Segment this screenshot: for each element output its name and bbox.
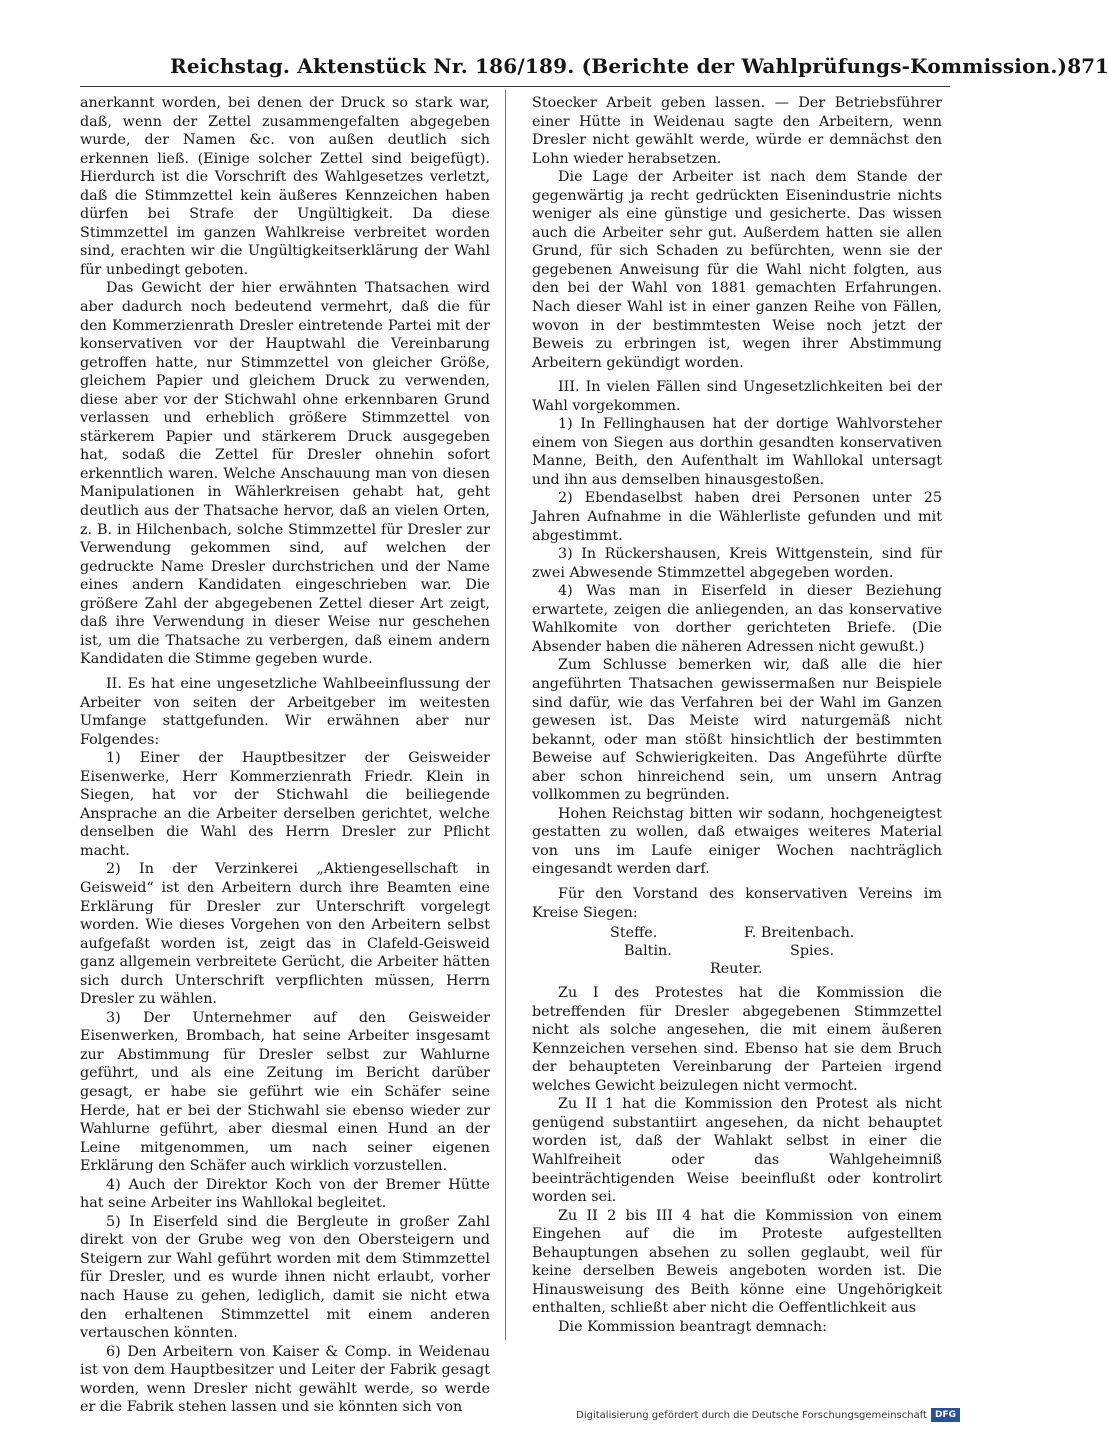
paragraph: Die Kommission beantragt demnach: xyxy=(558,1318,827,1335)
page-footer xyxy=(576,1408,960,1422)
page-header xyxy=(170,54,1109,84)
signature-intro: Für den Vorstand des konservativen Vereins im Kreise Siegen: xyxy=(532,885,942,921)
section-heading-ii: II. Es hat eine ungesetzliche Wahlbeeinflussung der Arbeiter von seiten der Arbeitgeber im weitesten Umfange stattgefunden. Wir erwähnen aber nur Folgendes: xyxy=(80,675,490,748)
signature-block xyxy=(532,922,942,978)
signatory-name: Reuter. xyxy=(710,961,763,978)
dfg-logo: DFG xyxy=(931,1408,960,1422)
signatory-name: Spies. xyxy=(790,943,835,960)
list-item: 4) Was man in Eiserfeld in dieser Beziehung erwartete, zeigen die anliegenden, an das konservative Wahlkomite von dorther gerichteten Briefe. (Die Absender haben die näheren Adressen nicht gewußt.) xyxy=(532,583,942,655)
signatory-name: Steffe. xyxy=(610,925,658,942)
paragraph: Die Lage der Arbeiter ist nach dem Stande der gegenwärtig ja recht gedrückten Eisenindustrie nichts weniger als eine günstige und gesicherte. Das wissen auch die Arbeiter sehr gut. Außerdem hatten sie allen Grund, für sich Schaden zu befürchten, wenn sie der gegebenen Anweisung für die Wahl nicht folgten, aus den bei der Wahl von 1881 gemachten Erfahrungen. Nach dieser Wahl ist in einer ganzen Reihe von Fällen, wovon in der bestimmtesten Weise noch jetzt der Beweis zu erbringen ist, wegen ihrer Abstimmung Arbeitern gekündigt worden. xyxy=(532,169,942,371)
paragraph: Hohen Reichstag bitten wir sodann, hochgeneigtest gestatten zu wollen, daß etwaiges weiteres Material von uns im Laufe einiger Wochen nachträglich eingesandt werden darf. xyxy=(532,805,942,878)
list-item: 1) Einer der Hauptbesitzer der Geisweider Eisenwerke, Herr Kommerzienrath Friedr. Klein in Siegen, hat vor der Stichwahl die beiliegende Ansprache an die Arbeiter derselben gerichtet, welche denselben die Wahl des Herrn Dresler zur Pflicht macht. xyxy=(80,750,490,859)
page-number: 871 xyxy=(1067,54,1109,78)
list-item: 6) Den Arbeitern von Kaiser & Comp. in Weidenau ist von dem Hauptbesitzer und Leiter der Fabrik gesagt worden, wenn Dresler nicht gewählt werde, so werde er die Fabrik stehen lassen und sie könnten sich von xyxy=(80,1343,490,1416)
paragraph: anerkannt worden, bei denen der Druck so stark war, daß, wenn der Zettel zusammengefalten abgegeben wurde, der Namen &c. von außen deutlich sich erkennen ließ. (Einige solcher Zettel sind beigefügt). Hierdurch ist die Vorschrift des Wahlgesetzes verletzt, daß die Stimmzettel kein äußeres Kennzeichen haben dürfen bei Strafe der Ungültigkeit. Da diese Stimmzettel im ganzen Wahlkreise verbreitet worden sind, erachten wir die Ungültigkeitserklärung der Wahl für unbedingt geboten. xyxy=(80,95,490,278)
list-item: 2) In der Verzinkerei „Aktiengesellschaft in Geisweid“ ist den Arbeitern durch ihre Beamten eine Erklärung für Dresler zur Unterschrift vorgelegt worden. Wie dieses Vorgehen von den Arbeitern selbst aufgefaßt worden ist, zeigt das in Clafeld-Geisweid ganz allgemein verbreitete Gerücht, die Arbeiter hätten sich durch Unterschrift verpflichten müssen, Herrn Dresler zu wählen. xyxy=(80,861,490,1008)
column-divider xyxy=(505,90,506,1340)
list-item: 5) In Eiserfeld sind die Bergleute in großer Zahl direkt von der Grube weg von den Obersteigern und Steigern zur Wahl geführt worden mit dem Stimmzettel für Dresler, und es wurde ihnen nicht erlaubt, vorher nach Hause zu gehen, lediglich, damit sie nicht etwa den erhaltenen Stimmzettel mit einem anderen vertauschen könnten. xyxy=(80,1213,490,1342)
signatory-name: F. Breitenbach. xyxy=(744,925,855,942)
list-item: 3) In Rückershausen, Kreis Wittgenstein, sind für zwei Abwesende Stimmzettel abgegeben worden. xyxy=(532,546,942,581)
funding-credit: Digitalisierung gefördert durch die Deutsche Forschungsgemeinschaft xyxy=(576,1409,927,1421)
signatory-name: Baltin. xyxy=(624,943,672,960)
paragraph: Zum Schlusse bemerken wir, daß alle die hier angeführten Thatsachen gewissermaßen nur Beispiele sind dafür, wie das Verfahren bei der Wahl im Ganzen gewesen ist. Das Meiste wird naturgemäß nicht bekannt, oder man stößt hinsichtlich der bestimmten Beweise auf Schwierigkeiten. Das Angeführte dürfte aber schon hinreichend sein, um unsern Antrag vollkommen zu begründen. xyxy=(532,657,942,804)
running-head: Reichstag. Aktenstück Nr. 186/189. (Berichte der Wahlprüfungs-Kommission.) xyxy=(170,54,1068,78)
paragraph: Zu II 2 bis III 4 hat die Kommission von einem Eingehen auf die im Proteste aufgestellten Behauptungen absehen zu sollen geglaubt, weil für keine derselben Beweis angeboten worden ist. Die Hinausweisung des Beith könne eine Ungehörigkeit enthalten, schließt aber nicht die Oeffentlichkeit aus xyxy=(532,1207,942,1317)
right-column xyxy=(532,94,942,1344)
list-item: 1) In Fellinghausen hat der dortige Wahlvorsteher einem von Siegen aus dorthin gesandten konservativen Manne, Beith, den Aufenthalt im Wahllokal untersagt und ihn aus demselben hinausgestoßen. xyxy=(532,416,942,488)
section-heading-iii: III. In vielen Fällen sind Ungesetzlichkeiten bei der Wahl vorgekommen. xyxy=(532,379,942,414)
paragraph: Zu I des Protestes hat die Kommission die betreffenden für Dresler abgegebenen Stimmzettel nicht als solche angesehen, die mit einem äußeren Kennzeichen versehen sind. Ebenso hat sie dem Bruch der behaupteten Vereinbarung der Parteien irgend welches Gewicht beizulegen nicht vermocht. xyxy=(532,985,942,1094)
paragraph: Zu II 1 hat die Kommission den Protest als nicht genügend substantiirt angesehen, da nicht behauptet worden ist, daß der Wahlakt selbst in einer die Wahlfreiheit oder das Wahlgeheimniß beeinträchtigenden Weise beeinflußt oder kontrolirt worden sei. xyxy=(532,1096,942,1206)
list-item: 2) Ebendaselbst haben drei Personen unter 25 Jahren Aufnahme in die Wählerliste gefunden und mit abgestimmt. xyxy=(532,490,942,544)
header-rule xyxy=(80,86,950,87)
paragraph: Das Gewicht der hier erwähnten Thatsachen wird aber dadurch noch bedeutend vermehrt, daß die für den Kommerzienrath Dresler eintretende Partei mit der konservativen vor der Hauptwahl die Vereinbarung getroffen hatte, nur Stimmzettel von gleicher Größe, gleichem Papier und gleichem Druck zu verwenden, diese aber vor der Stichwahl ohne erkennbaren Grund verlassen und erheblich größere Stimmzettel von stärkerem Papier und stärkerem Druck ausgegeben hat, sodaß die Zettel für Dresler ohnehin sofort erkenntlich waren. Welche Anschauung man von diesen Manipulationen in Wählerkreisen gehabt hat, geht deutlich aus der Thatsache hervor, daß an vielen Orten, z. B. in Hilchenbach, solche Stimmzettel für Dresler zur Verwendung gekommen sind, auf welchen der gedruckte Name Dresler durchstrichen und der Name eines andern Kandidaten eingeschrieben war. Die größere Zahl der abgegebenen Zettel dieser Art zeigt, daß ihre Verwendung in dieser Weise nur geschehen ist, um die Thatsache zu verbergen, daß einem andern Kandidaten die Stimme gegeben wurde. xyxy=(80,280,490,668)
left-column xyxy=(80,94,490,1416)
list-item: 4) Auch der Direktor Koch von der Bremer Hütte hat seine Arbeiter ins Wahllokal begleitet. xyxy=(80,1176,490,1212)
list-item: 3) Der Unternehmer auf den Geisweider Eisenwerken, Brombach, hat seine Arbeiter insgesamt zur Abstimmung für Dresler selbst zur Wahlurne geführt, und als eine Zeitung im Bericht darüber gesagt, er habe sie geführt wie ein Schäfer seine Herde, hat er bei der Stichwahl sie ebenso wieder zur Wahlurne geführt, aber diesmal einen Hund an der Leine mitgenommen, um nach seiner eigenen Erklärung den Schäfer auch wirklich vorzustellen. xyxy=(80,1009,490,1175)
paragraph: Stoecker Arbeit geben lassen. — Der Betriebsführer einer Hütte in Weidenau sagte den Arbeitern, wenn Dresler nicht gewählt werde, würde er demnächst den Lohn wieder herabsetzen. xyxy=(532,95,942,167)
